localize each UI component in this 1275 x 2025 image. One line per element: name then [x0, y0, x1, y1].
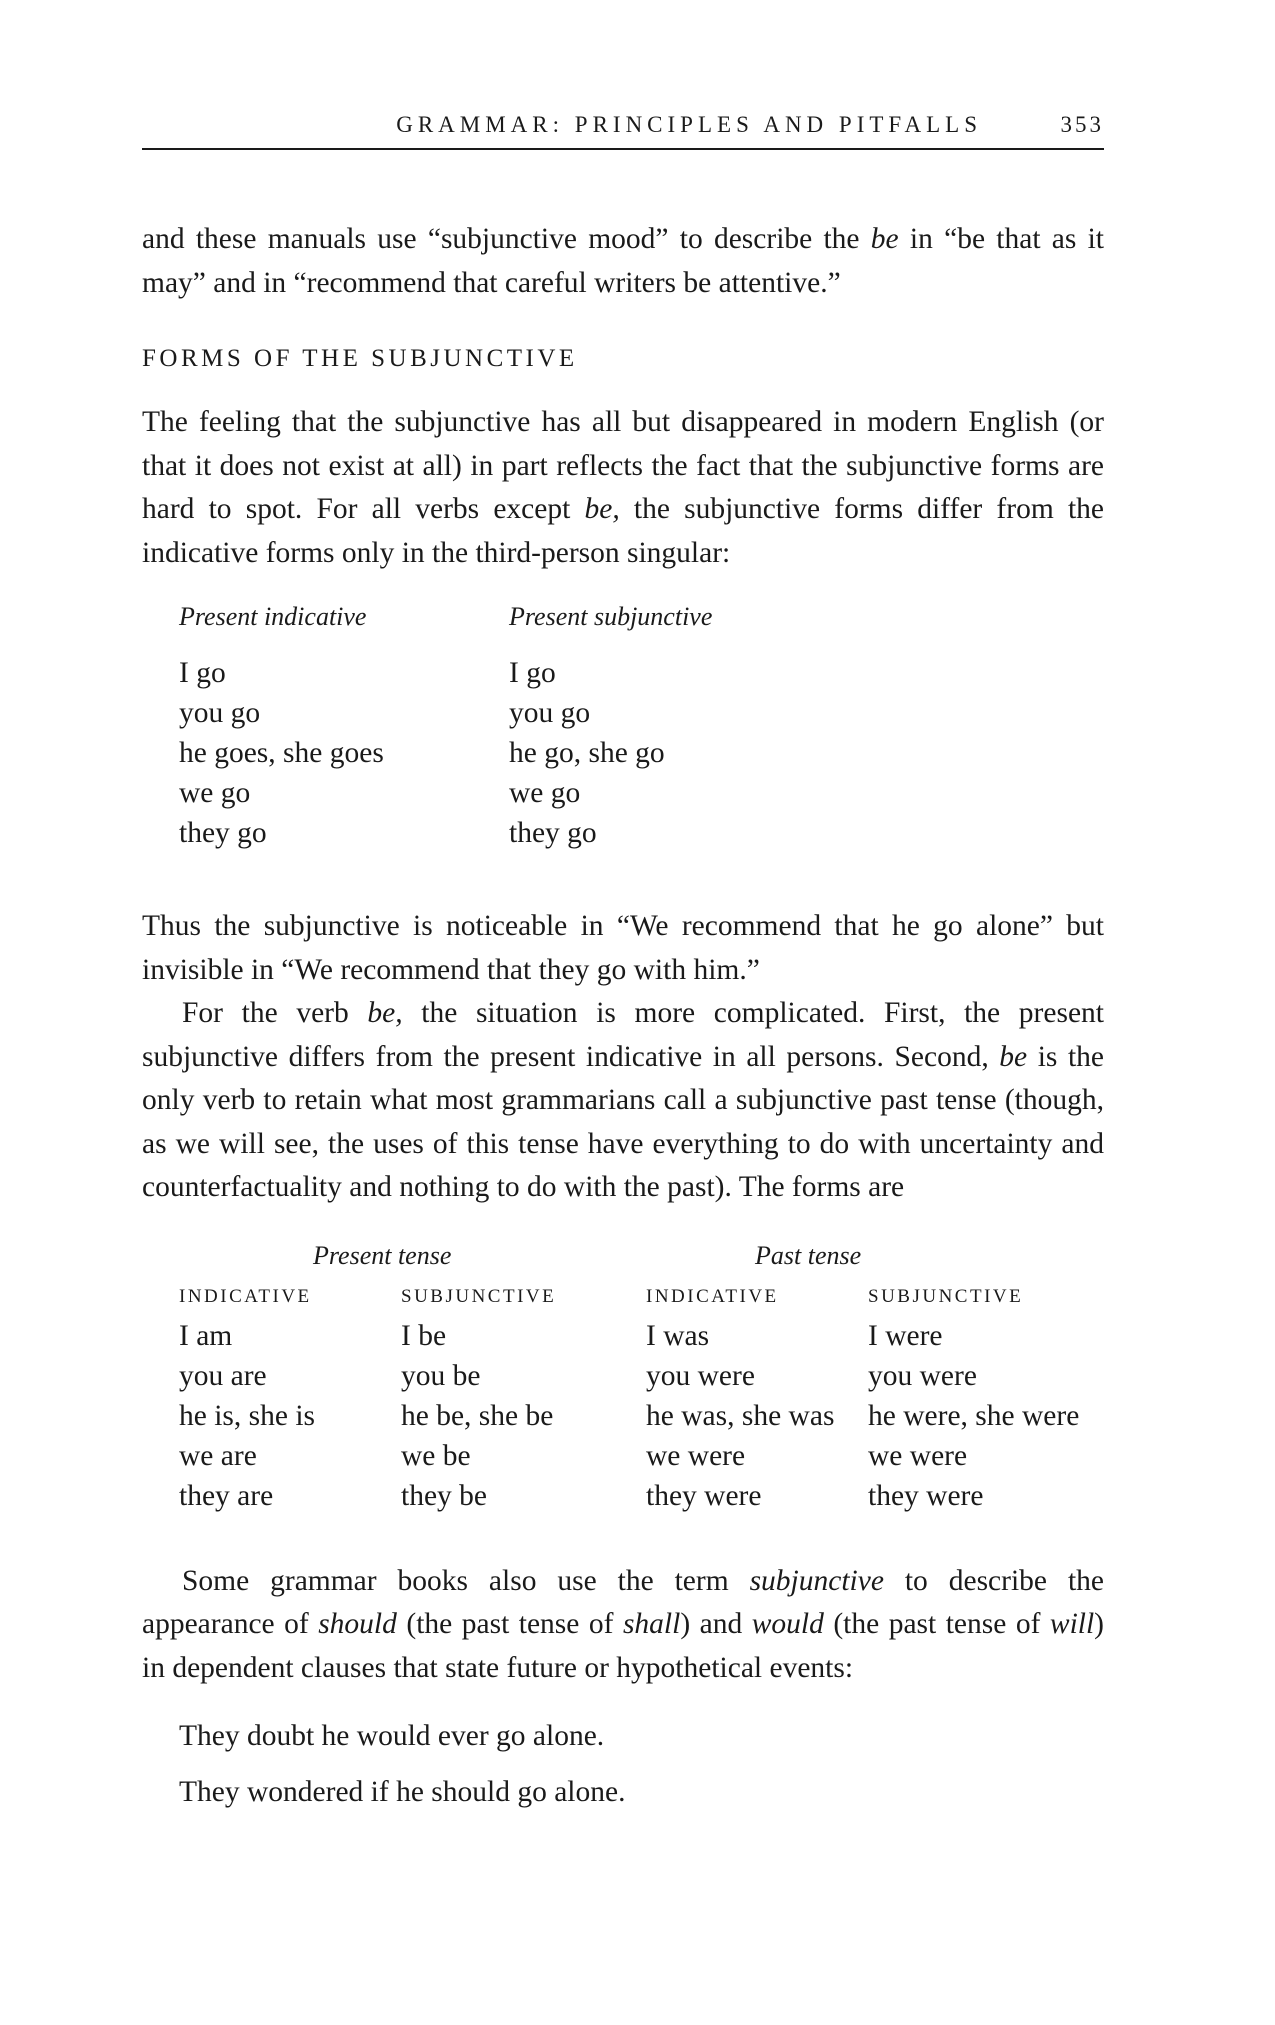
- table-cell: we were: [868, 1439, 968, 1472]
- present-subjunctive-column: [401, 1282, 556, 1516]
- paragraph-5: [142, 1560, 1104, 1691]
- table-cell: they be: [401, 1479, 488, 1512]
- italic-run: would: [751, 1608, 824, 1640]
- table-cell: we were: [646, 1439, 746, 1472]
- table-cell: you go: [509, 697, 591, 729]
- column-subheader: SUBJUNCTIVE: [401, 1285, 557, 1307]
- present-forms-table: [179, 597, 1104, 883]
- be-forms-table: [179, 1236, 1104, 1536]
- table-cell: we are: [179, 1439, 257, 1472]
- table-cell: you are: [179, 1359, 267, 1392]
- text-run: ) in dependent clauses that state future or hypothetical events:: [142, 1608, 1104, 1684]
- table-cell: you be: [401, 1359, 481, 1392]
- example-sentences: [179, 1716, 1104, 1812]
- italic-run: subjunctive: [749, 1564, 884, 1597]
- section-heading: FORMS OF THE SUBJUNCTIVE: [142, 345, 578, 372]
- text-run: Some grammar books also use the term: [182, 1564, 750, 1597]
- past-tense-heading: Past tense: [755, 1240, 862, 1270]
- paragraph-1: [142, 218, 1104, 305]
- text-run: The feeling that the subjunctive has all but disappeared in modern English (or that it does not exist at all) in part reflects the fact that the subjunctive forms are hard to spot. For all verbs except: [142, 406, 1104, 525]
- table-cell: you were: [646, 1359, 755, 1392]
- italic-run: be: [870, 223, 899, 255]
- text-run: in “be that as it may” and in “recommend that careful writers be attentive.”: [142, 223, 1104, 299]
- table-cell: they were: [868, 1479, 984, 1512]
- past-subjunctive-column: [868, 1282, 1079, 1516]
- italic-run: be: [999, 1040, 1028, 1073]
- text-run: the situation is more complicated. First, the present subjunctive differs from the present indicative in all persons. Second,: [142, 997, 1104, 1073]
- italic-run: should: [318, 1608, 397, 1640]
- column-subheader: INDICATIVE: [646, 1285, 779, 1307]
- table-cell: he was, she was: [646, 1399, 835, 1432]
- running-head: [142, 100, 1104, 150]
- table-cell: I were: [868, 1319, 943, 1352]
- table-cell: they were: [646, 1479, 762, 1512]
- text-run: and these manuals use “subjunctive mood” to describe the: [142, 223, 871, 255]
- text-run: For the verb: [182, 997, 368, 1029]
- paragraph-2: [142, 401, 1104, 575]
- text-run: is the only verb to retain what most grammarians call a subjunctive past tense (though, as we will see, the uses of this tense have everything to do with uncertainty and counterfactuality and nothing to do with the past). The forms are: [142, 1040, 1104, 1203]
- table-cell: they are: [179, 1479, 274, 1512]
- table-cell: he were, she were: [868, 1399, 1080, 1432]
- table-cell: I be: [401, 1319, 447, 1352]
- text-run: (the past tense of: [823, 1608, 1050, 1640]
- present-subjunctive-column: [509, 597, 712, 853]
- italic-run: shall: [622, 1608, 681, 1640]
- italic-run: be,: [367, 997, 403, 1029]
- paragraph-3: Thus the subjunctive is noticeable in “We recommend that he go alone” but invisible in “We recommend that they go with him.”: [142, 910, 1104, 986]
- page-number: 353: [1060, 112, 1104, 137]
- table-cell: we go: [179, 777, 251, 809]
- table-cell: they go: [179, 817, 267, 849]
- present-indicative-column: [179, 597, 384, 853]
- table-cell: he be, she be: [401, 1399, 554, 1432]
- paragraph-4: [142, 992, 1104, 1210]
- text-run: ) and: [680, 1608, 752, 1640]
- past-indicative-column: [646, 1282, 834, 1516]
- table-cell: you were: [868, 1359, 977, 1392]
- text-run: (the past tense of: [396, 1608, 623, 1640]
- column-header: Present subjunctive: [509, 602, 713, 631]
- running-head-title: GRAMMAR: PRINCIPLES AND PITFALLS: [396, 112, 982, 137]
- column-header: Present indicative: [179, 602, 367, 631]
- italic-run: be,: [584, 493, 620, 525]
- table-cell: they go: [509, 817, 597, 849]
- table-cell: I go: [509, 657, 556, 689]
- table-cell: he is, she is: [179, 1399, 316, 1432]
- book-page: [142, 100, 1104, 1828]
- present-tense-heading: Present tense: [313, 1240, 452, 1270]
- table-cell: you go: [179, 697, 261, 729]
- text-run: to describe the appearance of: [142, 1564, 1104, 1640]
- table-cell: I am: [179, 1319, 233, 1352]
- table-cell: he go, she go: [509, 737, 665, 769]
- column-subheader: INDICATIVE: [179, 1285, 312, 1307]
- table-cell: he goes, she goes: [179, 737, 384, 769]
- table-cell: I go: [179, 657, 226, 689]
- column-subheader: SUBJUNCTIVE: [868, 1285, 1024, 1307]
- table-cell: I was: [646, 1319, 710, 1352]
- table-cell: we go: [509, 777, 581, 809]
- italic-run: will: [1049, 1608, 1095, 1640]
- present-indicative-column: [179, 1282, 315, 1516]
- example-sentence: They wondered if he should go alone.: [179, 1776, 626, 1808]
- example-sentence: They doubt he would ever go alone.: [179, 1720, 605, 1752]
- table-cell: we be: [401, 1439, 471, 1472]
- text-run: the subjunctive forms differ from the indicative forms only in the third-person singular:: [142, 493, 1104, 569]
